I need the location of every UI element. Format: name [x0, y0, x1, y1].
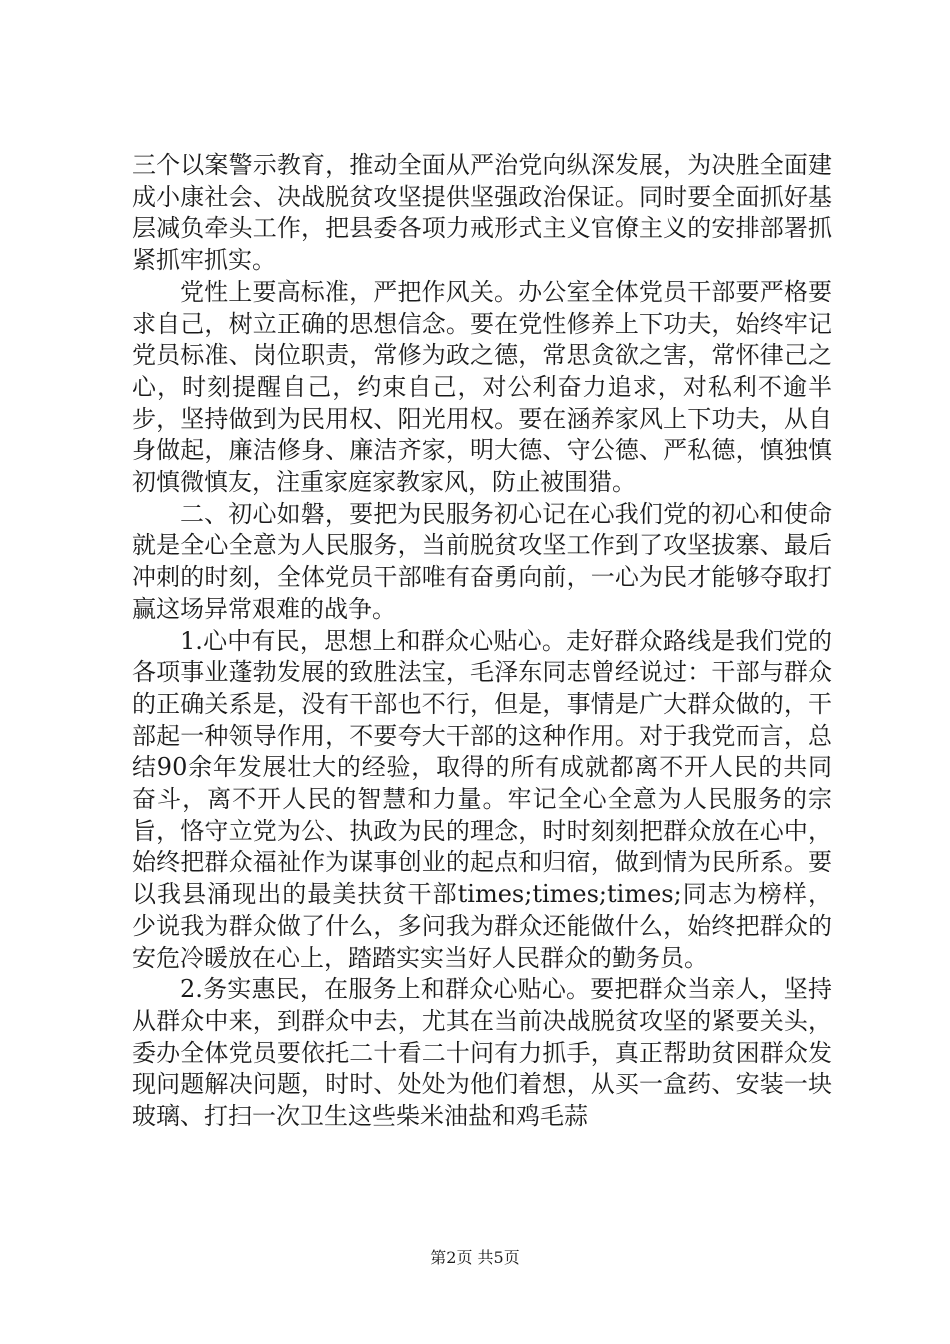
- document-body: [132, 150, 832, 1133]
- paragraph-4: 1.心中有民，思想上和群众心贴心。走好群众路线是我们党的各项事业蓬勃发展的致胜法宝，毛泽东同志曾经说过：干部与群众的正确关系是，没有干部也不行，但是，事情是广大群众做的，干部起一种领导作用，不要夸大干部的这种作用。对于我党而言，总结90余年发展壮大的经验，取得的所有成就都离不开人民的共同奋斗，离不开人民的智慧和力量。牢记全心全意为人民服务的宗旨，恪守立党为公、执政为民的理念，时时刻刻把群众放在心中，始终把群众福祉作为谋事创业的起点和归宿，做到情为民所系。要以我县涌现出的最美扶贫干部times;times;times;同志为榜样，少说我为群众做了什么，多问我为群众还能做什么，始终把群众的安危冷暖放在心上，踏踏实实当好人民群众的勤务员。: [132, 626, 832, 972]
- paragraph-1: 三个以案警示教育，推动全面从严治党向纵深发展，为决胜全面建成小康社会、决战脱贫攻坚提供坚强政治保证。同时要全面抓好基层减负牵头工作，把县委各项力戒形式主义官僚主义的安排部署抓紧抓牢抓实。: [132, 151, 832, 275]
- paragraph-5: 2.务实惠民，在服务上和群众心贴心。要把群众当亲人，坚持从群众中来，到群众中去，尤其在当前决战脱贫攻坚的紧要关头，委办全体党员要依托二十看二十问有力抓手，真正帮助贫困群众发现问题解决问题，时时、处处为他们着想，从买一盒药、安装一块玻璃、打扫一次卫生这些柴米油盐和鸡毛蒜: [132, 975, 832, 1131]
- paragraph-3: 二、初心如磐，要把为民服务初心记在心我们党的初心和使命就是全心全意为人民服务，当前脱贫攻坚工作到了攻坚拔寨、最后冲刺的时刻，全体党员干部唯有奋勇向前，一心为民才能够夺取打赢这场异常艰难的战争。: [132, 499, 832, 623]
- paragraph-2: 党性上要高标准，严把作风关。办公室全体党员干部要严格要求自己，树立正确的思想信念。要在党性修养上下功夫，始终牢记党员标准、岗位职责，常修为政之德，常思贪欲之害，常怀律己之心，时刻提醒自己，约束自己，对公利奋力追求，对私利不逾半步，坚持做到为民用权、阳光用权。要在涵养家风上下功夫，从自身做起，廉洁修身、廉洁齐家，明大德、守公德、严私德，慎独慎初慎微慎友，注重家庭家教家风，防止被围猎。: [132, 277, 832, 497]
- page-footer: 第2页 共5页: [430, 1248, 520, 1267]
